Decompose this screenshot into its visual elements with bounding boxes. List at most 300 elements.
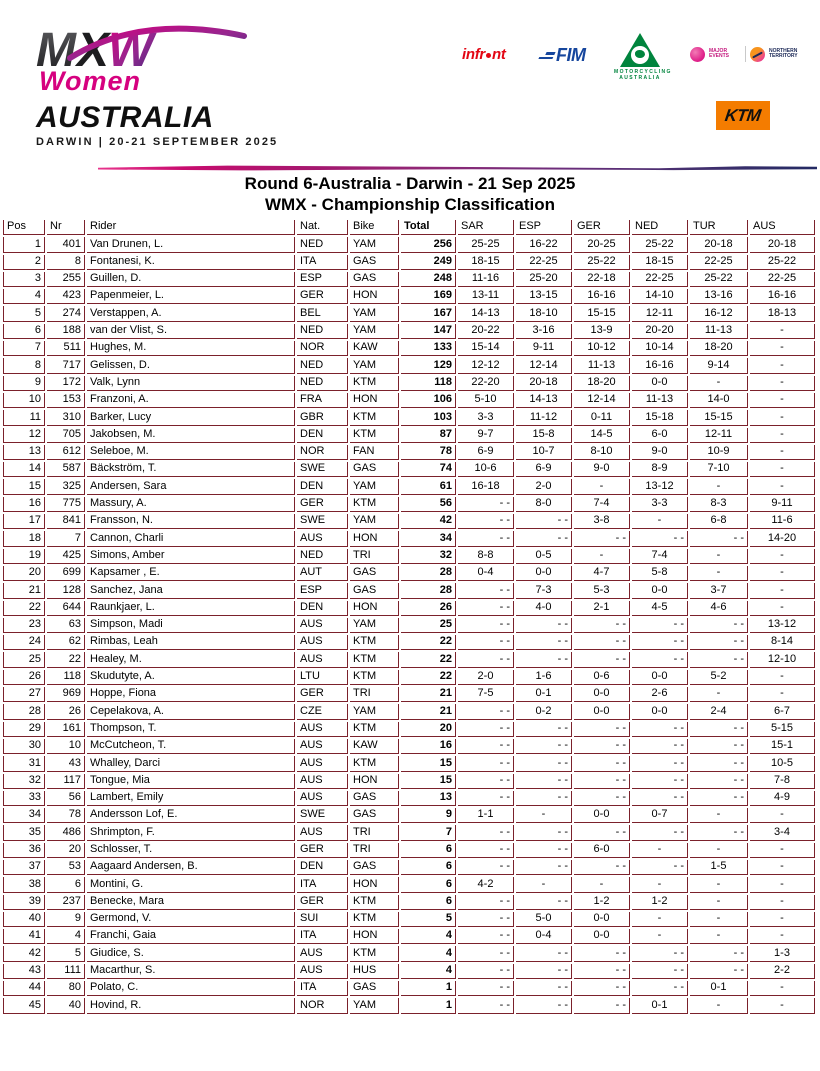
cell-esp: - - xyxy=(516,635,572,650)
table-row xyxy=(3,272,815,287)
cell-ned: 7-4 xyxy=(632,549,688,564)
cell-sar: 25-25 xyxy=(458,237,514,252)
cell-ger: - - xyxy=(574,774,630,789)
cell-ned: - xyxy=(632,877,688,892)
cell-total: 7 xyxy=(401,825,456,840)
cell-total: 22 xyxy=(401,670,456,685)
cell-tur: 11-13 xyxy=(690,324,748,339)
cell-ger: - xyxy=(574,479,630,494)
cell-ned: 22-25 xyxy=(632,272,688,287)
cell-rider: Seleboe, M. xyxy=(87,445,295,460)
cell-bike: FAN xyxy=(350,445,399,460)
cell-sar: 14-13 xyxy=(458,306,514,321)
cell-aus: 15-1 xyxy=(750,739,815,754)
cell-pos: 28 xyxy=(3,704,45,719)
header-row xyxy=(3,220,815,235)
cell-bike: YAM xyxy=(350,358,399,373)
cell-esp: 14-13 xyxy=(516,393,572,408)
cell-total: 22 xyxy=(401,635,456,650)
cell-rider: Guillen, D. xyxy=(87,272,295,287)
cell-total: 6 xyxy=(401,877,456,892)
table-row xyxy=(3,428,815,443)
table-row xyxy=(3,306,815,321)
cell-total: 6 xyxy=(401,860,456,875)
cell-sar: - - xyxy=(458,774,514,789)
cell-nat: SUI xyxy=(297,912,348,927)
cell-ned: 0-0 xyxy=(632,670,688,685)
cell-ned: - xyxy=(632,929,688,944)
page-title-line2: WMX - Championship Classification xyxy=(265,195,555,214)
cell-rider: Massury, A. xyxy=(87,497,295,512)
cell-total: 1 xyxy=(401,981,456,996)
cell-esp: - - xyxy=(516,946,572,961)
cell-sar: 18-15 xyxy=(458,255,514,270)
table-row xyxy=(3,549,815,564)
cell-ned: - - xyxy=(632,531,688,546)
cell-rider: Verstappen, A. xyxy=(87,306,295,321)
cell-rider: Hovind, R. xyxy=(87,998,295,1013)
cell-ned: - - xyxy=(632,964,688,979)
cell-ger: 5-3 xyxy=(574,583,630,598)
fim-wing-icon xyxy=(538,52,555,59)
cell-bike: KTM xyxy=(350,756,399,771)
table-row xyxy=(3,652,815,667)
cell-pos: 22 xyxy=(3,601,45,616)
northern-territory-text: NORTHERN TERRITORY xyxy=(769,48,798,59)
cell-esp: 0-5 xyxy=(516,549,572,564)
cell-ger: - - xyxy=(574,531,630,546)
cell-ger: - - xyxy=(574,946,630,961)
cell-bike: TRI xyxy=(350,825,399,840)
cell-ned: - - xyxy=(632,722,688,737)
cell-nat: GER xyxy=(297,687,348,702)
cell-total: 129 xyxy=(401,358,456,373)
cell-nr: 56 xyxy=(47,791,85,806)
cell-total: 78 xyxy=(401,445,456,460)
cell-tur: 13-16 xyxy=(690,289,748,304)
cell-aus: - xyxy=(750,566,815,581)
cell-tur: 6-8 xyxy=(690,514,748,529)
cell-ger: - - xyxy=(574,791,630,806)
cell-esp: 25-20 xyxy=(516,272,572,287)
cell-tur: - xyxy=(690,687,748,702)
logo-separator xyxy=(745,46,746,62)
cell-ger: - - xyxy=(574,739,630,754)
cell-pos: 37 xyxy=(3,860,45,875)
cell-pos: 23 xyxy=(3,618,45,633)
cell-bike: KTM xyxy=(350,497,399,512)
table-row xyxy=(3,583,815,598)
cell-nat: DEN xyxy=(297,479,348,494)
logo-letter-x: X xyxy=(77,24,110,70)
cell-esp: - - xyxy=(516,843,572,858)
cell-bike: GAS xyxy=(350,272,399,287)
cell-aus: 3-4 xyxy=(750,825,815,840)
cell-tur: 8-3 xyxy=(690,497,748,512)
fim-text: FIM xyxy=(556,45,586,65)
cell-esp: 4-0 xyxy=(516,601,572,616)
cell-total: 5 xyxy=(401,912,456,927)
cell-nr: 128 xyxy=(47,583,85,598)
standings-table xyxy=(1,218,817,1016)
cell-ned: 16-16 xyxy=(632,358,688,373)
cell-tur: - xyxy=(690,895,748,910)
cell-esp: 0-4 xyxy=(516,929,572,944)
cell-total: 61 xyxy=(401,479,456,494)
table-row xyxy=(3,756,815,771)
cell-total: 56 xyxy=(401,497,456,512)
cell-rider: Hoppe, Fiona xyxy=(87,687,295,702)
cell-bike: YAM xyxy=(350,479,399,494)
cell-bike: GAS xyxy=(350,583,399,598)
cell-esp: - - xyxy=(516,722,572,737)
cell-total: 28 xyxy=(401,583,456,598)
cell-tur: 15-15 xyxy=(690,410,748,425)
cell-total: 1 xyxy=(401,998,456,1013)
infront-text-left: infr xyxy=(462,46,485,63)
table-row xyxy=(3,462,815,477)
cell-ger: 8-10 xyxy=(574,445,630,460)
cell-nat: AUS xyxy=(297,964,348,979)
cell-ger: 15-15 xyxy=(574,306,630,321)
table-row xyxy=(3,445,815,460)
cell-aus: - xyxy=(750,341,815,356)
table-row xyxy=(3,237,815,252)
cell-rider: Tongue, Mia xyxy=(87,774,295,789)
cell-tur: - xyxy=(690,998,748,1013)
cell-sar: - - xyxy=(458,531,514,546)
cell-pos: 38 xyxy=(3,877,45,892)
cell-nat: NED xyxy=(297,237,348,252)
cell-pos: 45 xyxy=(3,998,45,1013)
cell-rider: Andersson Lof, E. xyxy=(87,808,295,823)
cell-sar: 22-20 xyxy=(458,376,514,391)
cell-nr: 153 xyxy=(47,393,85,408)
cell-bike: YAM xyxy=(350,306,399,321)
cell-esp: 11-12 xyxy=(516,410,572,425)
cell-ger: 16-16 xyxy=(574,289,630,304)
cell-aus: - xyxy=(750,929,815,944)
cell-aus: 14-20 xyxy=(750,531,815,546)
cell-total: 106 xyxy=(401,393,456,408)
cell-nr: 10 xyxy=(47,739,85,754)
cell-esp: - xyxy=(516,808,572,823)
cell-rider: Rimbas, Leah xyxy=(87,635,295,650)
cell-ned: 14-10 xyxy=(632,289,688,304)
col-header-total: Total xyxy=(401,220,456,235)
cell-rider: Franchi, Gaia xyxy=(87,929,295,944)
table-row xyxy=(3,670,815,685)
cell-ger: 11-13 xyxy=(574,358,630,373)
cell-ned: 13-12 xyxy=(632,479,688,494)
cell-esp: - - xyxy=(516,514,572,529)
page-title-line1: Round 6-Australia - Darwin - 21 Sep 2025 xyxy=(244,174,576,193)
cell-esp: - - xyxy=(516,895,572,910)
cell-esp: 3-16 xyxy=(516,324,572,339)
cell-sar: - - xyxy=(458,514,514,529)
cell-sar: - - xyxy=(458,843,514,858)
col-header-esp: ESP xyxy=(516,220,572,235)
cell-ned: 11-13 xyxy=(632,393,688,408)
cell-ger: 25-22 xyxy=(574,255,630,270)
cell-nr: 22 xyxy=(47,652,85,667)
table-row xyxy=(3,877,815,892)
cell-tur: - xyxy=(690,808,748,823)
cell-pos: 33 xyxy=(3,791,45,806)
cell-aus: - xyxy=(750,981,815,996)
cell-nat: GBR xyxy=(297,410,348,425)
cell-bike: KTM xyxy=(350,410,399,425)
cell-tur: 5-2 xyxy=(690,670,748,685)
cell-rider: Giudice, S. xyxy=(87,946,295,961)
cell-ned: 0-0 xyxy=(632,583,688,598)
cell-esp: 0-0 xyxy=(516,566,572,581)
cell-sar: - - xyxy=(458,998,514,1013)
cell-aus: 13-12 xyxy=(750,618,815,633)
cell-rider: Raunkjaer, L. xyxy=(87,601,295,616)
cell-tur: 22-25 xyxy=(690,255,748,270)
cell-rider: Germond, V. xyxy=(87,912,295,927)
cell-ger: - - xyxy=(574,998,630,1013)
cell-nat: SWE xyxy=(297,808,348,823)
table-row xyxy=(3,946,815,961)
cell-nr: 8 xyxy=(47,255,85,270)
cell-nr: 255 xyxy=(47,272,85,287)
cell-esp: - - xyxy=(516,860,572,875)
cell-total: 20 xyxy=(401,722,456,737)
cell-aus: - xyxy=(750,601,815,616)
table-row xyxy=(3,376,815,391)
cell-sar: - - xyxy=(458,704,514,719)
cell-nat: AUS xyxy=(297,722,348,737)
cell-aus: - xyxy=(750,376,815,391)
cell-sar: 11-16 xyxy=(458,272,514,287)
cell-aus: 12-10 xyxy=(750,652,815,667)
cell-total: 42 xyxy=(401,514,456,529)
table-row xyxy=(3,964,815,979)
table-row xyxy=(3,479,815,494)
cell-sar: - - xyxy=(458,635,514,650)
cell-ger: 0-11 xyxy=(574,410,630,425)
nt-major-events-icon xyxy=(690,47,705,62)
cell-tur: - - xyxy=(690,964,748,979)
cell-total: 25 xyxy=(401,618,456,633)
cell-ned: 3-3 xyxy=(632,497,688,512)
cell-nat: CZE xyxy=(297,704,348,719)
cell-bike: GAS xyxy=(350,860,399,875)
cell-nat: LTU xyxy=(297,670,348,685)
table-row xyxy=(3,514,815,529)
cell-tur: 3-7 xyxy=(690,583,748,598)
cell-total: 4 xyxy=(401,964,456,979)
cell-bike: TRI xyxy=(350,687,399,702)
table-row xyxy=(3,601,815,616)
col-header-tur: TUR xyxy=(690,220,748,235)
cell-nat: NED xyxy=(297,376,348,391)
col-header-ger: GER xyxy=(574,220,630,235)
cell-rider: Cannon, Charli xyxy=(87,531,295,546)
cell-aus: 5-15 xyxy=(750,722,815,737)
cell-ned: - xyxy=(632,514,688,529)
cell-nr: 161 xyxy=(47,722,85,737)
col-header-ned: NED xyxy=(632,220,688,235)
col-header-sar: SAR xyxy=(458,220,514,235)
cell-aus: - xyxy=(750,393,815,408)
cell-bike: HUS xyxy=(350,964,399,979)
cell-nat: AUS xyxy=(297,825,348,840)
cell-ned: - - xyxy=(632,652,688,667)
cell-ger: - - xyxy=(574,618,630,633)
cell-sar: - - xyxy=(458,929,514,944)
cell-tur: 25-22 xyxy=(690,272,748,287)
cell-pos: 7 xyxy=(3,341,45,356)
ktm-logo xyxy=(716,101,770,130)
cell-tur: - xyxy=(690,929,748,944)
cell-sar: - - xyxy=(458,722,514,737)
cell-ned: 15-18 xyxy=(632,410,688,425)
cell-ned: 0-0 xyxy=(632,376,688,391)
cell-sar: - - xyxy=(458,895,514,910)
cell-bike: HON xyxy=(350,289,399,304)
col-header-pos: Pos xyxy=(3,220,45,235)
cell-sar: - - xyxy=(458,825,514,840)
cell-nr: 172 xyxy=(47,376,85,391)
cell-ned: 1-2 xyxy=(632,895,688,910)
table-row xyxy=(3,791,815,806)
table-row xyxy=(3,635,815,650)
northern-territory-icon xyxy=(750,47,765,62)
cell-ger: - - xyxy=(574,825,630,840)
cell-sar: 8-8 xyxy=(458,549,514,564)
cell-sar: 16-18 xyxy=(458,479,514,494)
cell-tur: - xyxy=(690,566,748,581)
cell-total: 9 xyxy=(401,808,456,823)
cell-bike: KTM xyxy=(350,670,399,685)
cell-nat: AUS xyxy=(297,791,348,806)
cell-bike: HON xyxy=(350,531,399,546)
cell-rider: Barker, Lucy xyxy=(87,410,295,425)
cell-rider: Jakobsen, M. xyxy=(87,428,295,443)
cell-bike: HON xyxy=(350,877,399,892)
table-row xyxy=(3,808,815,823)
cell-bike: TRI xyxy=(350,549,399,564)
cell-ned: - xyxy=(632,912,688,927)
cell-nr: 40 xyxy=(47,998,85,1013)
cell-ned: 0-0 xyxy=(632,704,688,719)
cell-bike: YAM xyxy=(350,514,399,529)
cell-aus: - xyxy=(750,445,815,460)
cell-pos: 32 xyxy=(3,774,45,789)
cell-ger: 0-0 xyxy=(574,808,630,823)
cell-nat: NED xyxy=(297,324,348,339)
cell-esp: - - xyxy=(516,618,572,633)
cell-tur: - xyxy=(690,843,748,858)
cell-aus: - xyxy=(750,895,815,910)
col-header-bike: Bike xyxy=(350,220,399,235)
cell-rider: Healey, M. xyxy=(87,652,295,667)
cell-nat: SWE xyxy=(297,514,348,529)
cell-ger: 10-12 xyxy=(574,341,630,356)
cell-nr: 53 xyxy=(47,860,85,875)
cell-pos: 20 xyxy=(3,566,45,581)
cell-nr: 511 xyxy=(47,341,85,356)
cell-esp: 8-0 xyxy=(516,497,572,512)
cell-ned: 8-9 xyxy=(632,462,688,477)
cell-sar: - - xyxy=(458,618,514,633)
cell-bike: GAS xyxy=(350,255,399,270)
cell-pos: 36 xyxy=(3,843,45,858)
table-row xyxy=(3,566,815,581)
cell-total: 16 xyxy=(401,739,456,754)
cell-ger: 0-0 xyxy=(574,929,630,944)
cell-nat: AUT xyxy=(297,566,348,581)
cell-esp: - - xyxy=(516,791,572,806)
cell-total: 248 xyxy=(401,272,456,287)
infront-dot-icon xyxy=(486,53,491,58)
cell-tur: 2-4 xyxy=(690,704,748,719)
cell-pos: 29 xyxy=(3,722,45,737)
cell-esp: 0-1 xyxy=(516,687,572,702)
cell-ger: 13-9 xyxy=(574,324,630,339)
cell-pos: 43 xyxy=(3,964,45,979)
cell-nat: ESP xyxy=(297,583,348,598)
brush-stroke-divider xyxy=(98,165,817,171)
cell-ger: - - xyxy=(574,652,630,667)
infront-text-right: nt xyxy=(491,46,506,63)
cell-esp: 13-15 xyxy=(516,289,572,304)
cell-nr: 644 xyxy=(47,601,85,616)
cell-ger: 4-7 xyxy=(574,566,630,581)
cell-sar: 2-0 xyxy=(458,670,514,685)
cell-pos: 30 xyxy=(3,739,45,754)
cell-nat: DEN xyxy=(297,601,348,616)
cell-rider: Shrimpton, F. xyxy=(87,825,295,840)
cell-ger: 3-8 xyxy=(574,514,630,529)
cell-sar: - - xyxy=(458,652,514,667)
cell-nr: 20 xyxy=(47,843,85,858)
cell-bike: KTM xyxy=(350,912,399,927)
cell-ned: 0-1 xyxy=(632,998,688,1013)
cell-bike: GAS xyxy=(350,791,399,806)
cell-rider: Skudutyte, A. xyxy=(87,670,295,685)
cell-rider: Gelissen, D. xyxy=(87,358,295,373)
infront-logo xyxy=(462,46,506,63)
cell-tur: - - xyxy=(690,652,748,667)
cell-bike: YAM xyxy=(350,704,399,719)
cell-esp: - - xyxy=(516,739,572,754)
cell-aus: 8-14 xyxy=(750,635,815,650)
cell-esp: - - xyxy=(516,998,572,1013)
table-row xyxy=(3,929,815,944)
col-header-nr: Nr xyxy=(47,220,85,235)
cell-nat: AUS xyxy=(297,635,348,650)
cell-bike: YAM xyxy=(350,237,399,252)
cell-ned: 6-0 xyxy=(632,428,688,443)
cell-aus: - xyxy=(750,358,815,373)
cell-ned: 25-22 xyxy=(632,237,688,252)
fim-logo xyxy=(540,45,586,66)
table-row xyxy=(3,341,815,356)
cell-pos: 6 xyxy=(3,324,45,339)
ma-text-line2: AUSTRALIA xyxy=(619,75,661,81)
cell-rider: Papenmeier, L. xyxy=(87,289,295,304)
cell-rider: Andersen, Sara xyxy=(87,479,295,494)
cell-sar: 20-22 xyxy=(458,324,514,339)
cell-total: 15 xyxy=(401,756,456,771)
cell-aus: 18-13 xyxy=(750,306,815,321)
cell-ned: - - xyxy=(632,860,688,875)
cell-rider: Franzoni, A. xyxy=(87,393,295,408)
